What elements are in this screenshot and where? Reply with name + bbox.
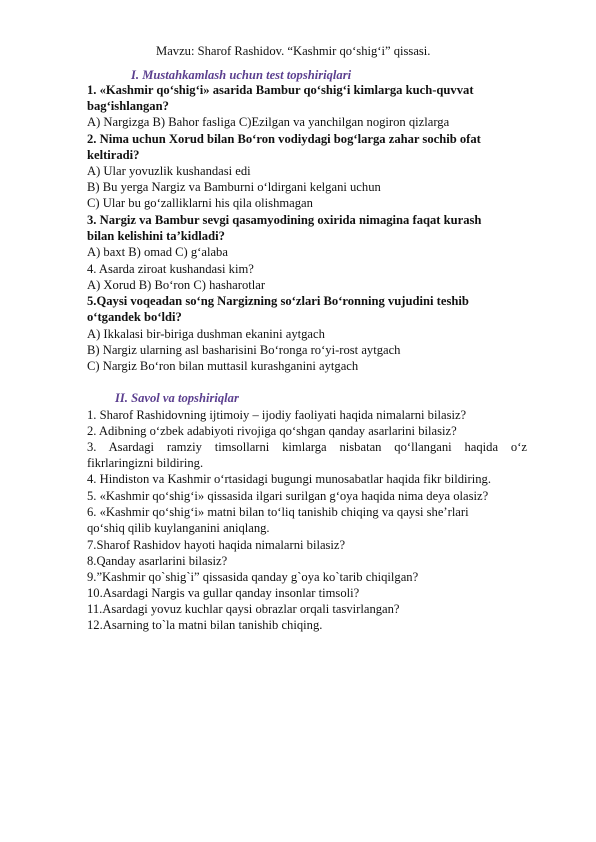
task-item: 5. «Kashmir qo‘shig‘i» qissasida ilgari surilgan g‘oya haqida nima deya olasiz? [87, 489, 489, 503]
question-2-option-b: B) Bu yerga Nargiz va Bamburni o‘ldirgani kelgani uchun [87, 180, 381, 194]
section-2-heading: II. Savol va topshiriqlar [115, 391, 239, 405]
question-4-line-1: 4. Asarda ziroat kushandasi kim? [87, 262, 254, 276]
task-item: 12.Asarning to`la matni bilan tanishib chiqing. [87, 618, 323, 632]
question-3-line-2: bilan kelishini ta’kidladi? [87, 229, 225, 243]
question-2-option-c: C) Ular bu go‘zalliklarni his qila olishmagan [87, 196, 313, 210]
task-item: 10.Asardagi Nargis va gullar qanday insonlar timsoli? [87, 586, 360, 600]
question-3-options: A) baxt B) omad C) g‘alaba [87, 245, 228, 259]
task-item: 3. Asardagi ramziy timsollarni kimlarga nisbatan qo‘llangani haqida o‘z [87, 440, 527, 454]
task-item: 8.Qanday asarlarini bilasiz? [87, 554, 228, 568]
question-5-option-a: A) Ikkalasi bir-biriga dushman ekanini aytgach [87, 327, 325, 341]
task-item: 7.Sharof Rashidov hayoti haqida nimalarni bilasiz? [87, 538, 346, 552]
question-5-option-b: B) Nargiz ularning asl basharisini Bo‘ronga ro‘yi-rost aytgach [87, 343, 401, 357]
question-1-options: A) Nargizga B) Bahor fasliga C)Ezilgan va yanchilgan nogiron qizlarga [87, 115, 450, 129]
task-item-continuation: fikrlaringizni bildiring. [87, 456, 204, 470]
question-2-option-a: A) Ular yovuzlik kushandasi edi [87, 164, 251, 178]
question-4-options: A) Xorud B) Bo‘ron C) hasharotlar [87, 278, 266, 292]
question-1-line-1: 1. «Kashmir qo‘shig‘i» asarida Bambur qo‘shig‘i kimlarga kuch-quvvat [87, 83, 474, 97]
task-item-continuation: qo‘shiq qilib kuylanganini aniqlang. [87, 521, 270, 535]
task-item: 1. Sharof Rashidovning ijtimoiy – ijodiy faoliyati haqida nimalarni bilasiz? [87, 408, 467, 422]
task-item: 9.”Kashmir qo`shig`i” qissasida qanday g`oya ko`tarib chiqilgan? [87, 570, 419, 584]
question-5-line-1: 5.Qaysi voqeadan so‘ng Nargizning so‘zlari Bo‘ronning vujudini teshib [87, 294, 469, 308]
task-item: 4. Hindiston va Kashmir o‘rtasidagi bugungi munosabatlar haqida fikr bildiring. [87, 472, 491, 486]
page-title: Mavzu: Sharof Rashidov. “Kashmir qo‘shig‘i” qissasi. [156, 44, 431, 58]
task-item: 6. «Kashmir qo‘shig‘i» matni bilan to‘liq tanishib chiqing va qaysi she’rlari [87, 505, 469, 519]
section-1-heading: I. Mustahkamlash uchun test topshiriqlari [131, 68, 352, 82]
question-3-line-1: 3. Nargiz va Bambur sevgi qasamyodining oxirida nimagina faqat kurash [87, 213, 482, 227]
question-1-line-2: bag‘ishlangan? [87, 99, 169, 113]
question-5-line-2: o‘tgandek bo‘ldi? [87, 310, 182, 324]
question-5-option-c: C) Nargiz Bo‘ron bilan muttasil kurashganini aytgach [87, 359, 359, 373]
task-item: 11.Asardagi yovuz kuchlar qaysi obrazlar orqali tasvirlangan? [87, 602, 400, 616]
question-2-line-1: 2. Nima uchun Xorud bilan Bo‘ron vodiydagi bog‘larga zahar sochib ofat [87, 132, 481, 146]
task-item: 2. Adibning o‘zbek adabiyoti rivojiga qo‘shgan qanday asarlarini bilasiz? [87, 424, 457, 438]
question-2-line-2: keltiradi? [87, 148, 140, 162]
